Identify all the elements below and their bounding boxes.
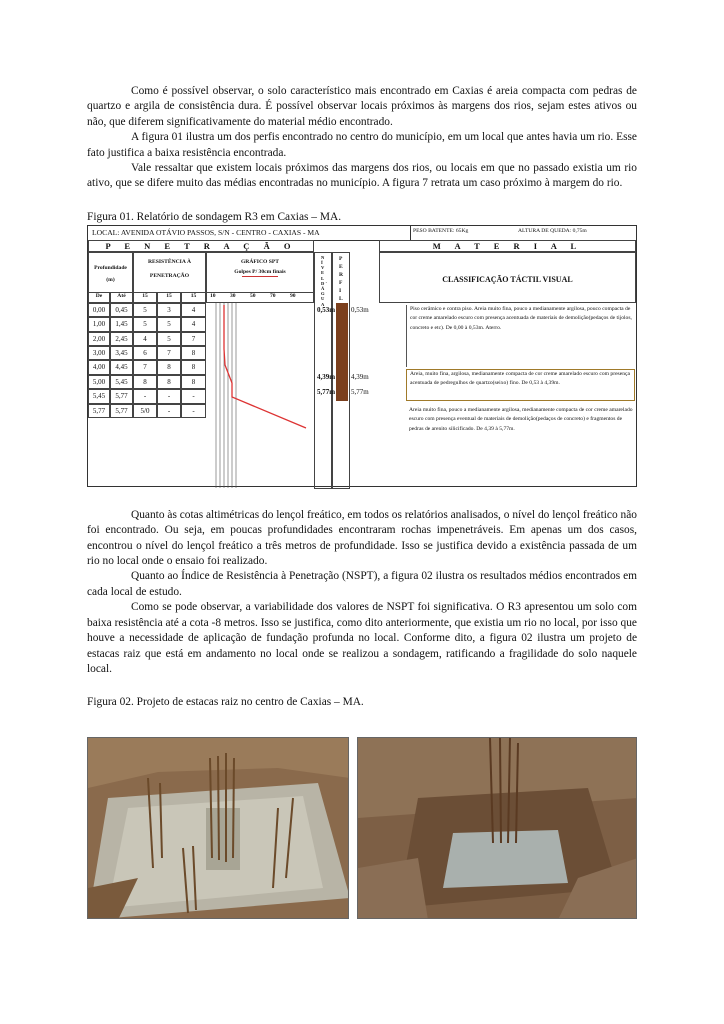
spt-cell: - xyxy=(181,389,206,403)
spt-cell: 8 xyxy=(181,375,206,389)
penetracao-header: P E N E T R A Ç Ã O xyxy=(88,240,314,252)
local-label: LOCAL: AVENIDA OTÁVIO PASSOS, S/N - CENTRO - CAXIAS - MA xyxy=(92,227,320,237)
material-header: M A T E R I A L xyxy=(379,240,636,252)
altura-label: ALTURA DE QUEDA: 0,75m xyxy=(518,227,587,234)
spt-cell: 5,77 xyxy=(88,404,110,418)
paragraph: Como é possível observar, o solo característico mais encontrado em Caxias é areia compacta com pedras de quartzo e argila de consistência dura. É possível observar locais próximos às margens dos rios, sejam estes ativos ou não, que diferem significativamente do material médio encontrado. xyxy=(87,85,637,128)
photo-foundation-left xyxy=(87,737,349,919)
paragraph: Quanto ao Índice de Resistência à Penetração (NSPT), a figura 02 ilustra os resultados médios encontrados em cada local de estudo. xyxy=(87,570,637,598)
depth-mark: 4,39m xyxy=(351,372,369,381)
spt-cell: 5 xyxy=(133,317,157,331)
col-de: De xyxy=(88,292,110,303)
spt-graph xyxy=(206,303,314,488)
spt-cell: 5,45 xyxy=(110,375,133,389)
spt-cell: 5 xyxy=(133,303,157,317)
spt-cell: 3,45 xyxy=(110,346,133,360)
perfil-column: P E R F I L xyxy=(332,252,350,489)
spt-cell: 0,00 xyxy=(88,303,110,317)
spt-cell: 5/0 xyxy=(133,404,157,418)
spt-cell: 5,45 xyxy=(88,389,110,403)
depth-mark: 5,77m xyxy=(317,387,336,396)
photo-foundation-right xyxy=(357,737,637,919)
profundidade-header: Profundidade (m) xyxy=(88,252,133,303)
depth-mark: 0,53m xyxy=(317,305,336,314)
paragraph: Quanto às cotas altimétricas do lençol freático, em todos os relatórios analisados, o nível do lençol freático não foi encontrado. Ou seja, em poucas profundidades encontraram rochas impenetráveis. Em apenas um dos casos, encontrou o nível do lençol freático a três metros de profundidade. Isso se justifica devido a existência passada de um rio no local onde o ensaio foi realizado. xyxy=(87,508,637,568)
spt-cell: 4 xyxy=(181,303,206,317)
spt-cell: - xyxy=(157,404,181,418)
spt-cell: 0,45 xyxy=(110,303,133,317)
col-15: 15 xyxy=(181,292,206,303)
peso-label: PESO BATENTE: 65Kg xyxy=(413,227,469,234)
spt-cell: 5,77 xyxy=(110,404,133,418)
spt-cell: - xyxy=(181,404,206,418)
spt-cell: 1,45 xyxy=(110,317,133,331)
spt-cell: 5,00 xyxy=(88,375,110,389)
spt-cell: 2,45 xyxy=(110,332,133,346)
spt-cell: 2,00 xyxy=(88,332,110,346)
col-ate: Até xyxy=(110,292,133,303)
report-header xyxy=(88,226,636,241)
spt-cell: 7 xyxy=(157,346,181,360)
spt-cell: 3,00 xyxy=(88,346,110,360)
paragraph: Vale ressaltar que existem locais próximos das margens dos rios, ou locais em que no passado existia um rio ativo, que se difere muito das médias encontradas no município. A figura 7 retrata um caso próximo à margem do rio. xyxy=(87,162,637,190)
spt-cell: 3 xyxy=(157,303,181,317)
classificacao-header: CLASSIFICAÇÃO TÁCTIL VISUAL xyxy=(379,252,636,303)
material-description: Areia, muito fina, argilosa, medianamente compacta de cor creme amarelado escuro com presença acentuada de pedregulhos de quartzo(seixo) fino. De 0,53 à 4,39m. xyxy=(406,369,635,401)
material-description: Piso cerâmico e contra piso. Areia muito fina, pouco a medianamente argilosa, pouco compacta de cor creme amarelado escuro com presença acentuada de materiais de demolição(pedaços de tijolos, concreto e etc). De 0,00 à 0,53m. Aterro. xyxy=(406,305,638,367)
paragraph: A figura 01 ilustra um dos perfis encontrado no centro do município, em um local que antes havia um rio. Esse fato justifica a baixa resistência encontrada. xyxy=(87,131,637,159)
spt-cell: 4 xyxy=(133,332,157,346)
spt-cell: 8 xyxy=(181,360,206,374)
resistencia-header: RESISTÊNCIA À PENETRAÇÃO xyxy=(133,252,206,303)
perfil-fill xyxy=(336,303,348,401)
spt-line xyxy=(224,305,306,428)
figure1-caption: Figura 01. Relatório de sondagem R3 em Caxias – MA. xyxy=(87,210,342,223)
spt-cell: 6 xyxy=(133,346,157,360)
spt-cell: 5 xyxy=(157,332,181,346)
spt-cell: 8 xyxy=(157,360,181,374)
spt-cell: 4,45 xyxy=(110,360,133,374)
spt-cell: 7 xyxy=(133,360,157,374)
col-15: 15 xyxy=(157,292,181,303)
spt-cell: 8 xyxy=(157,375,181,389)
spt-cell: - xyxy=(133,389,157,403)
spt-cell: 7 xyxy=(181,332,206,346)
spt-cell: 8 xyxy=(133,375,157,389)
sondagem-report xyxy=(87,225,637,487)
depth-mark: 5,77m xyxy=(351,387,369,396)
grafico-header: GRÁFICO SPT Golpes P/ 30cm finais xyxy=(206,252,314,303)
page-content xyxy=(87,84,637,709)
figure2-caption: Figura 02. Projeto de estacas raiz no centro de Caxias – MA. xyxy=(87,696,364,709)
paragraph: Como se pode observar, a variabilidade dos valores de NSPT foi significativa. O R3 apresentou um solo com baixa resistência até a cota -8 metros. Isso se justifica, como dito anteriormente, que existia um rio no local, por isso que houve a necessidade de aplicação de fundação profunda no local. Conforme dito, a figura 02 ilustra um projeto de estacas raiz que está em andamento no local onde se realizou a sondagem, ratificando a fragilidade do solo naquele local. xyxy=(87,601,637,675)
graph-ticks: 10 30 50 70 90 xyxy=(206,292,314,303)
material-description: Areia muito fina, pouco a medianamente argilosa, medianamente compacta de cor creme amarelado escuro com presença eventual de materiais de demolição(pedaços de concreto) e fragmentos de pedras de arenito silicificado. De 4,39 à 5,77m. xyxy=(409,406,633,433)
spt-cell: 4 xyxy=(181,317,206,331)
spt-cell: - xyxy=(157,389,181,403)
col-15: 15 xyxy=(133,292,157,303)
spt-cell: 8 xyxy=(181,346,206,360)
depth-mark: 4,39m xyxy=(317,372,336,381)
spt-cell: 5 xyxy=(157,317,181,331)
spt-cell: 4,00 xyxy=(88,360,110,374)
spt-cell: 5,77 xyxy=(110,389,133,403)
spt-cell: 1,00 xyxy=(88,317,110,331)
nivel-dagua-column: N Í V E L D ' Á G U A xyxy=(314,252,332,489)
depth-mark: 0,53m xyxy=(351,305,369,314)
